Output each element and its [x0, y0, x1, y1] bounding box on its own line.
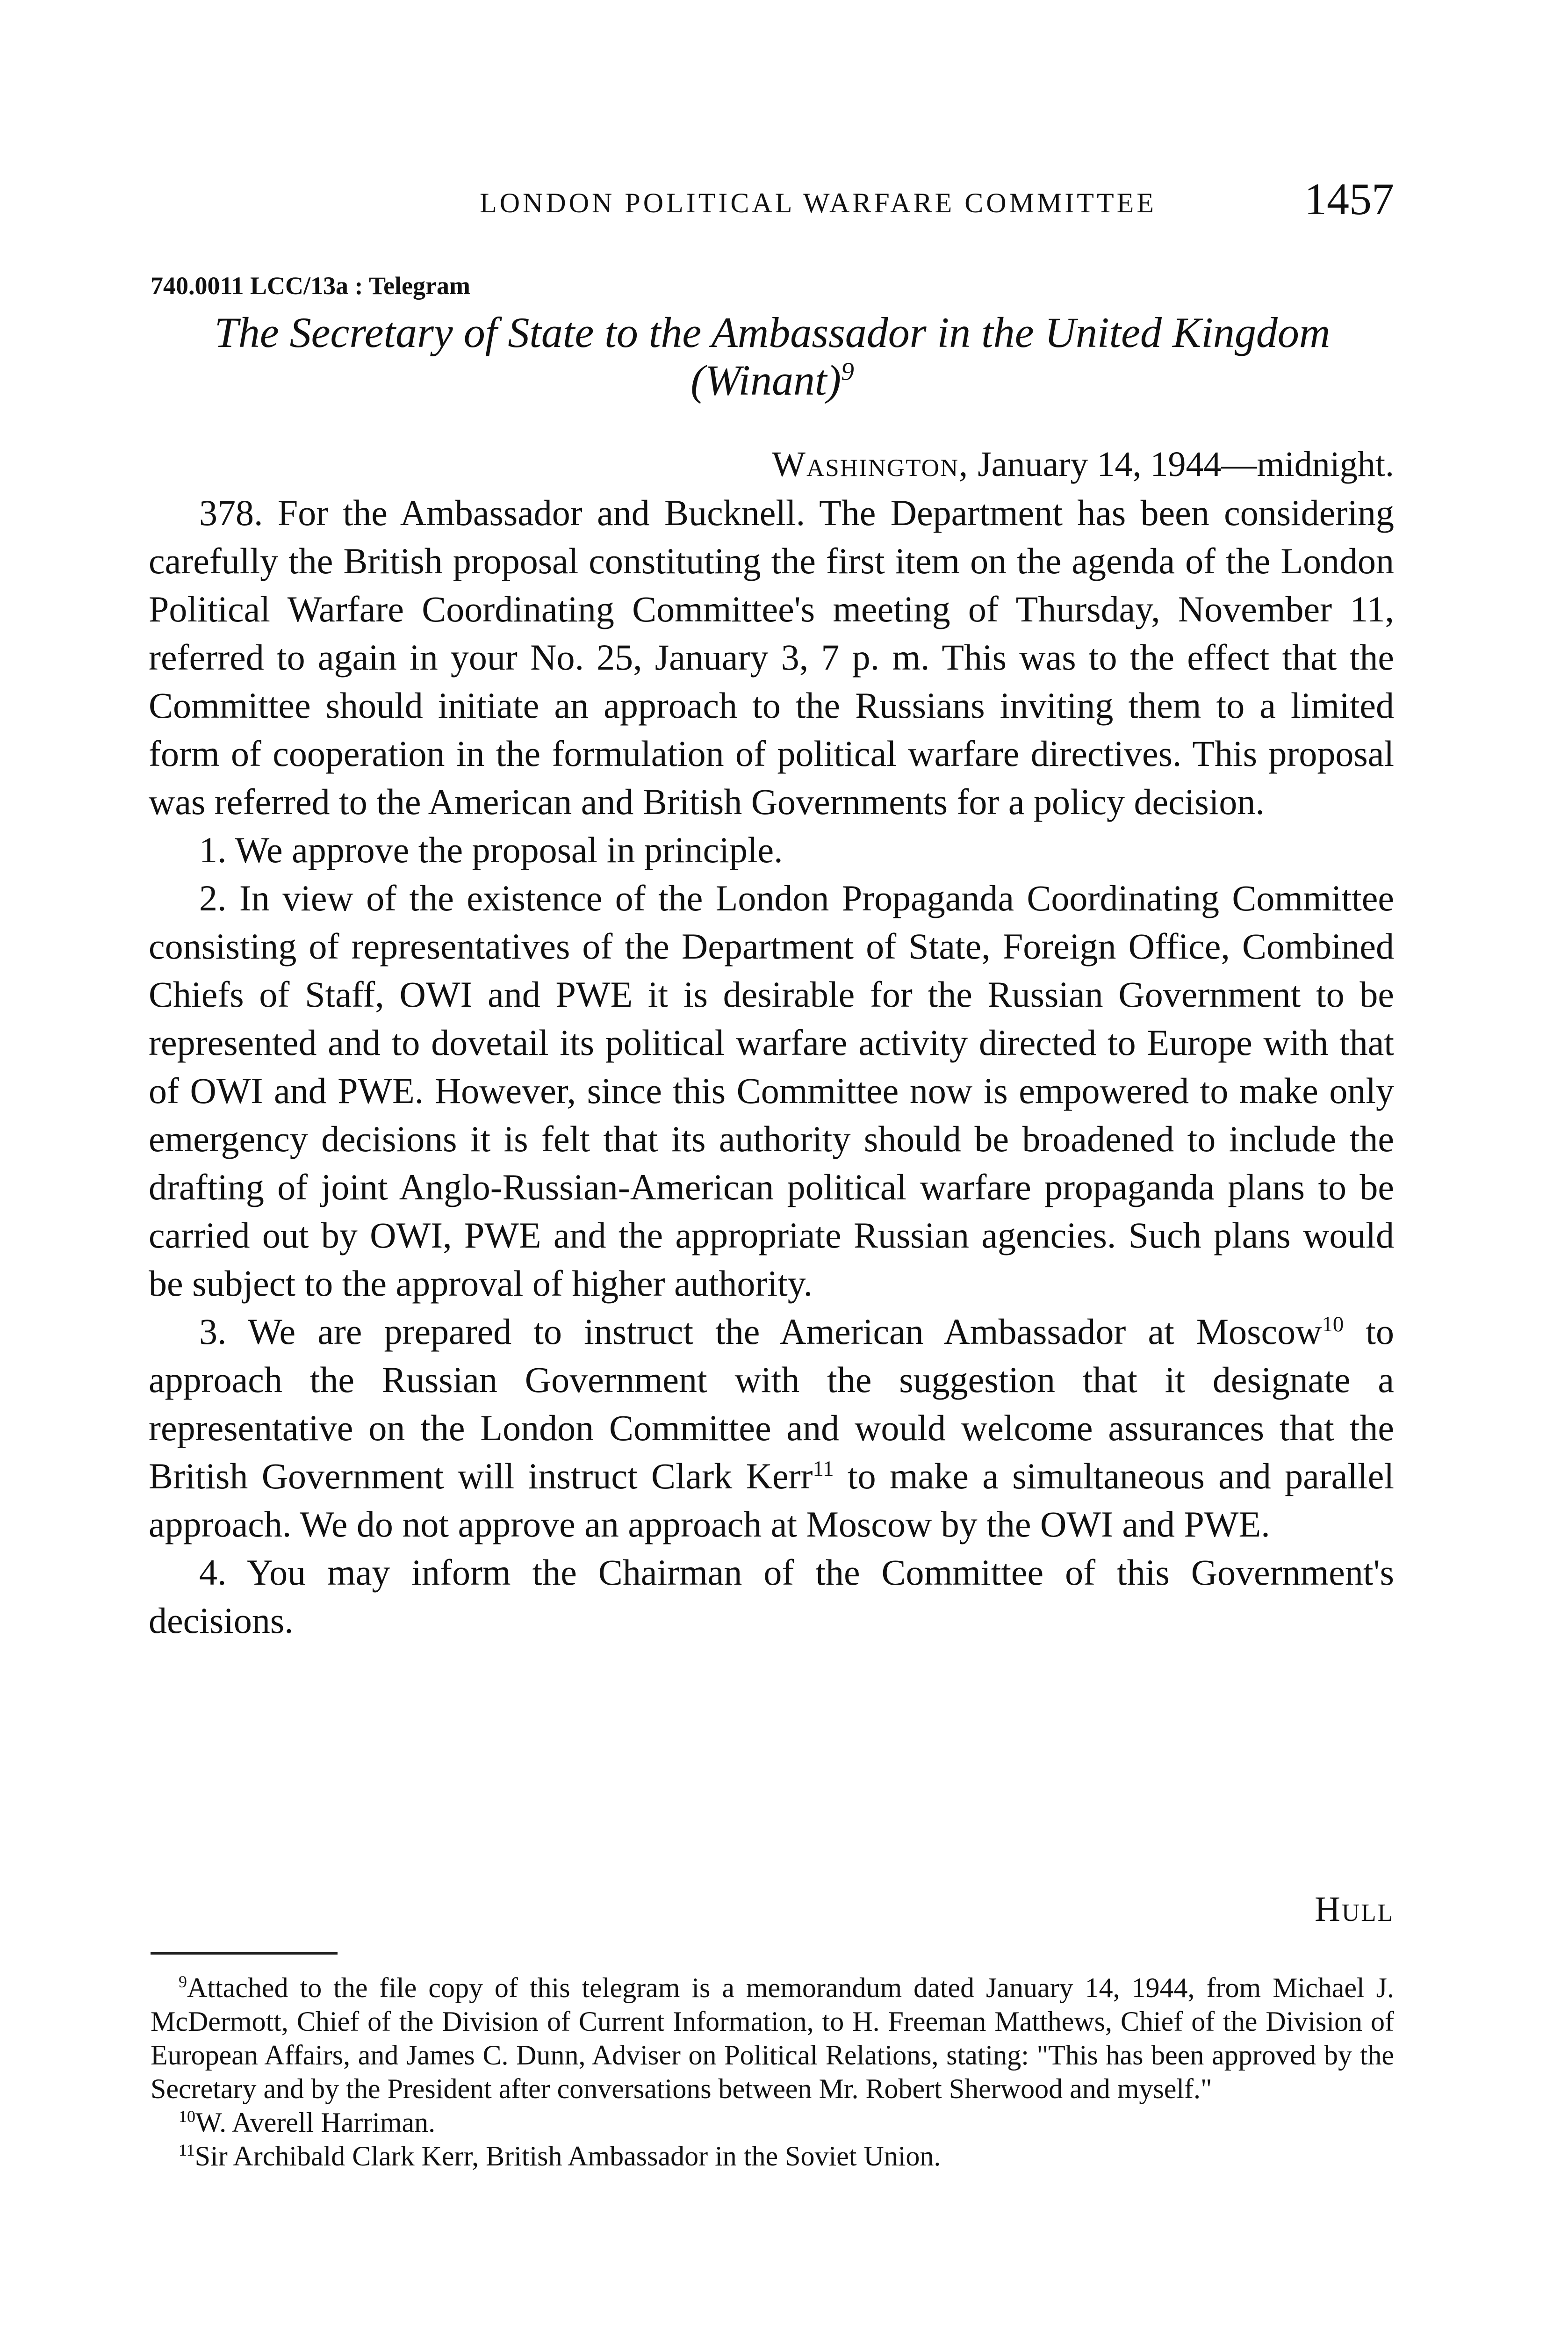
- title-line-1: The Secretary of State to the Ambassador in the United Kingdom: [214, 309, 1331, 356]
- footnote-10-text: W. Averell Harriman.: [195, 2107, 436, 2138]
- footnote-9: [151, 1971, 1394, 2106]
- footnote-mark-10: 10: [1322, 1312, 1344, 1336]
- file-reference: 740.0011 LCC/13a : Telegram: [151, 272, 470, 300]
- point-3-part-c: to make a simultaneous and parallel approach. We do not approve an approach at Moscow by the OWI and PWE.: [149, 1456, 1394, 1544]
- paragraph-point-4: 4. You may inform the Chairman of the Committee of this Government's decisions.: [149, 1552, 1394, 1641]
- footnote-10-mark: 10: [179, 2107, 195, 2126]
- footnote-11: [151, 2139, 1394, 2173]
- running-title: LONDON POLITICAL WARFARE COMMITTEE: [480, 188, 1157, 218]
- dateline-date: January 14, 1944—midnight.: [969, 445, 1394, 484]
- paragraph-point-1: 1. We approve the proposal in principle.: [199, 830, 783, 870]
- page-number: 1457: [1304, 174, 1394, 224]
- footnote-9-mark: 9: [179, 1972, 187, 1991]
- paragraph-point-3: [149, 1307, 1394, 1548]
- footnote-mark-11: 11: [813, 1457, 834, 1481]
- footnote-11-text: Sir Archibald Clark Kerr, British Ambassador in the Soviet Union.: [194, 2141, 941, 2172]
- point-3-part-a: 3. We are prepared to instruct the American Ambassador at Moscow: [199, 1311, 1322, 1352]
- dateline: [772, 444, 1394, 485]
- footnote-divider: [151, 1952, 338, 1955]
- document-title: [151, 309, 1394, 404]
- footnote-9-text: Attached to the file copy of this telegram is a memorandum dated January 14, 1944, from Michael J. McDermott, Chief of the Division of Current Information, to H. Freeman Matthews, Chief of the Division of European Affairs, and James C. Dunn, Adviser on Political Relations, stating: "This has been approved by the Secretary and by the President after conversations between Mr. Robert Sherwood and myself.": [151, 1972, 1394, 2104]
- paragraph-point-2: 2. In view of the existence of the London Propaganda Coordinating Committee consisting of representatives of the Department of State, Foreign Office, Combined Chiefs of Staff, OWI and PWE it is desirable for the Russian Government to be represented and to dovetail its political warfare activity directed to Europe with that of OWI and PWE. However, since this Committee now is empowered to make only emergency decisions it is felt that its authority should be broadened to include the drafting of joint Anglo-Russian-American political warfare propaganda plans to be carried out by OWI, PWE and the appropriate Russian agencies. Such plans would be subject to the approval of higher authority.: [149, 878, 1394, 1304]
- footnote-11-mark: 11: [179, 2141, 195, 2159]
- point-3-part-b: to approach the Russian Government with the suggestion that it designate a representative on the London Committee and would welcome assurances that the British Government will instruct Clark Kerr: [149, 1311, 1395, 1496]
- footnote-10: [151, 2106, 1394, 2139]
- telegram-body: [149, 489, 1394, 1645]
- footnotes: [151, 1971, 1394, 2173]
- paragraph-intro: 378. For the Ambassador and Bucknell. The Department has been considering carefully the British proposal constituting the first item on the agenda of the London Political Warfare Coordinating Committee's meeting of Thursday, November 11, referred to again in your No. 25, January 3, 7 p. m. This was to the effect that the Committee should initiate an approach to the Russians inviting them to a limited form of cooperation in the formulation of political warfare directives. This proposal was referred to the American and British Governments for a policy decision.: [149, 492, 1394, 822]
- title-footnote-mark: 9: [841, 357, 854, 386]
- signature: Hull: [1315, 1890, 1394, 1929]
- dateline-place: Washington,: [772, 445, 969, 484]
- title-line-2: (Winant): [690, 356, 842, 404]
